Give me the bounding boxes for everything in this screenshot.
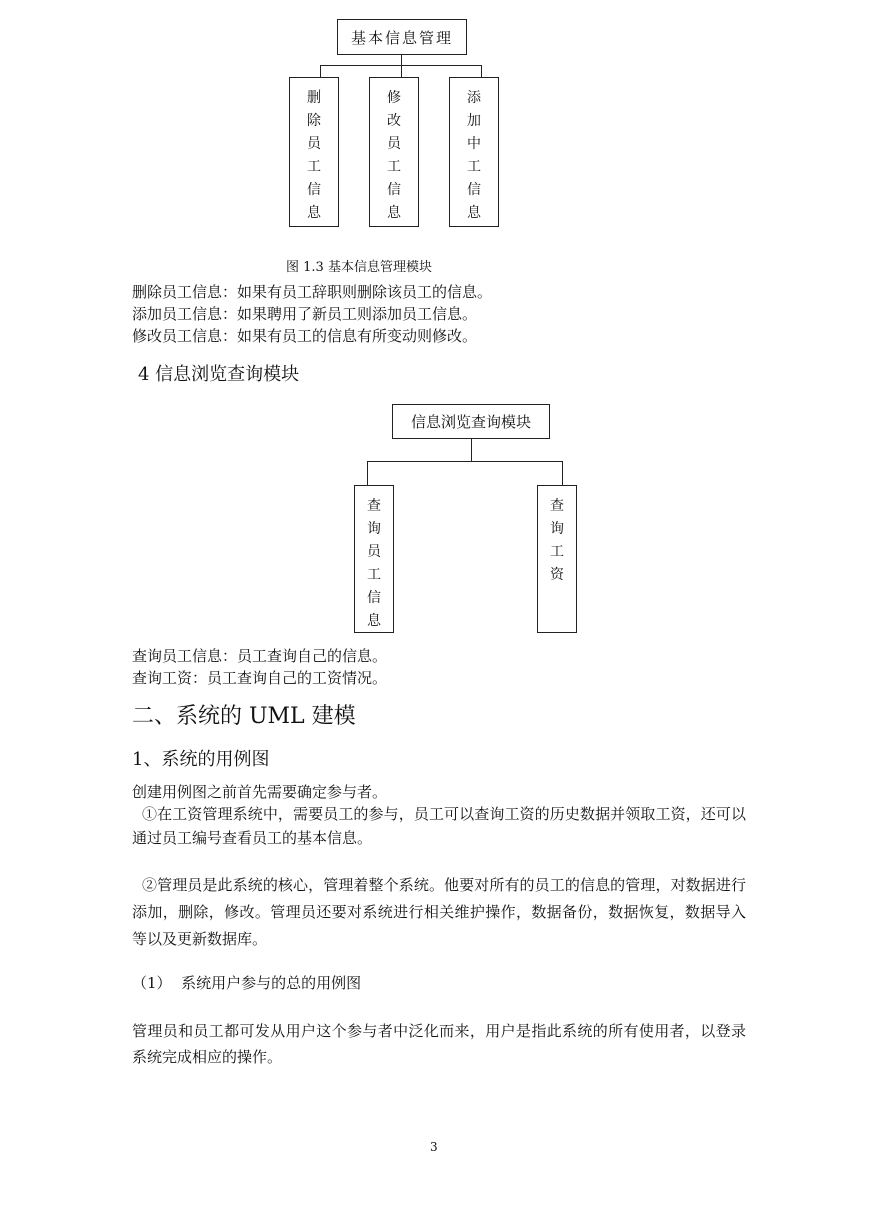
chapter-heading: 二、系统的 UML 建模 — [132, 704, 356, 729]
diagram2-root-label: 信息浏览查询模块 — [410, 413, 531, 431]
vertical-char: 员 — [307, 136, 321, 152]
paragraph-admin: ②管理员是此系统的核心，管理着整个系统。他要对所有的员工的信息的管理，对数据进行添加，删除，修改。管理员还要对系统进行相关维护操作，数据备份，数据恢复，数据导入等以及更新数据库。 — [132, 876, 746, 948]
diagram1-connector — [401, 65, 402, 77]
vertical-char: 改 — [387, 113, 401, 129]
vertical-char: 息 — [307, 205, 321, 221]
diagram1-child-box — [289, 77, 339, 227]
diagram1-connector — [320, 65, 321, 77]
diagram1-root-box — [337, 19, 467, 55]
vertical-char: 员 — [387, 136, 401, 152]
vertical-char: 工 — [307, 159, 321, 175]
vertical-char: 信 — [467, 182, 481, 198]
vertical-char: 息 — [367, 613, 381, 629]
vertical-char: 中 — [467, 136, 481, 152]
diagram2-root-box — [392, 404, 550, 439]
diagram1-connector — [481, 65, 482, 77]
vertical-char: 工 — [367, 567, 381, 583]
page-number: 3 — [430, 1140, 438, 1154]
diagram2-description — [132, 645, 387, 689]
vertical-char: 资 — [550, 567, 564, 583]
vertical-char: 询 — [550, 521, 564, 537]
vertical-char: 除 — [307, 113, 321, 129]
diagram2-connector — [471, 439, 472, 461]
diagram2-connector — [562, 461, 563, 485]
description-line: 查询工资：员工查询自己的工资情况。 — [132, 669, 388, 687]
paragraph-intro: 创建用例图之前首先需要确定参与者。 — [132, 783, 388, 801]
vertical-char: 删 — [307, 90, 321, 106]
description-line: 删除员工信息：如果有员工辞职则删除该员工的信息。 — [132, 283, 493, 301]
vertical-char: 询 — [367, 521, 381, 537]
diagram1-connector — [401, 55, 402, 65]
diagram2-child-box — [354, 485, 394, 633]
vertical-char: 信 — [367, 590, 381, 606]
diagram2-connector — [367, 461, 563, 462]
vertical-char: 信 — [387, 182, 401, 198]
diagram1-child-box — [369, 77, 419, 227]
figure-caption: 图 1.3 基本信息管理模块 — [286, 260, 432, 275]
description-line: 添加员工信息：如果聘用了新员工则添加员工信息。 — [132, 305, 478, 323]
subsection-item-heading: （1） 系统用户参与的总的用例图 — [132, 974, 362, 992]
paragraph-employee: ①在工资管理系统中，需要员工的参与，员工可以查询工资的历史数据并领取工资，还可以通过员工编号查看员工的基本信息。 — [132, 805, 746, 847]
vertical-char: 工 — [550, 544, 564, 560]
vertical-char: 查 — [367, 498, 381, 514]
diagram1-child-box — [449, 77, 499, 227]
paragraph-user: 管理员和员工都可发从用户这个参与者中泛化而来，用户是指此系统的所有使用者，以登录系统完成相应的操作。 — [132, 1022, 746, 1066]
subsection-heading: 1、系统的用例图 — [132, 749, 270, 770]
vertical-char: 息 — [387, 205, 401, 221]
vertical-char: 息 — [467, 205, 481, 221]
diagram2-connector — [367, 461, 368, 485]
vertical-char: 信 — [307, 182, 321, 198]
vertical-char: 添 — [467, 90, 481, 106]
vertical-char: 查 — [550, 498, 564, 514]
description-line: 查询员工信息：员工查询自己的信息。 — [132, 647, 388, 665]
section-heading: 4 信息浏览查询模块 — [138, 364, 300, 385]
vertical-char: 员 — [367, 544, 381, 560]
vertical-char: 修 — [387, 90, 401, 106]
diagram1-description — [132, 281, 492, 347]
vertical-char: 工 — [387, 159, 401, 175]
diagram2-child-box — [537, 485, 577, 633]
diagram1-root-label: 基本信息管理 — [350, 28, 453, 47]
vertical-char: 加 — [467, 113, 481, 129]
vertical-char: 工 — [467, 159, 481, 175]
description-line: 修改员工信息：如果有员工的信息有所变动则修改。 — [132, 327, 478, 345]
